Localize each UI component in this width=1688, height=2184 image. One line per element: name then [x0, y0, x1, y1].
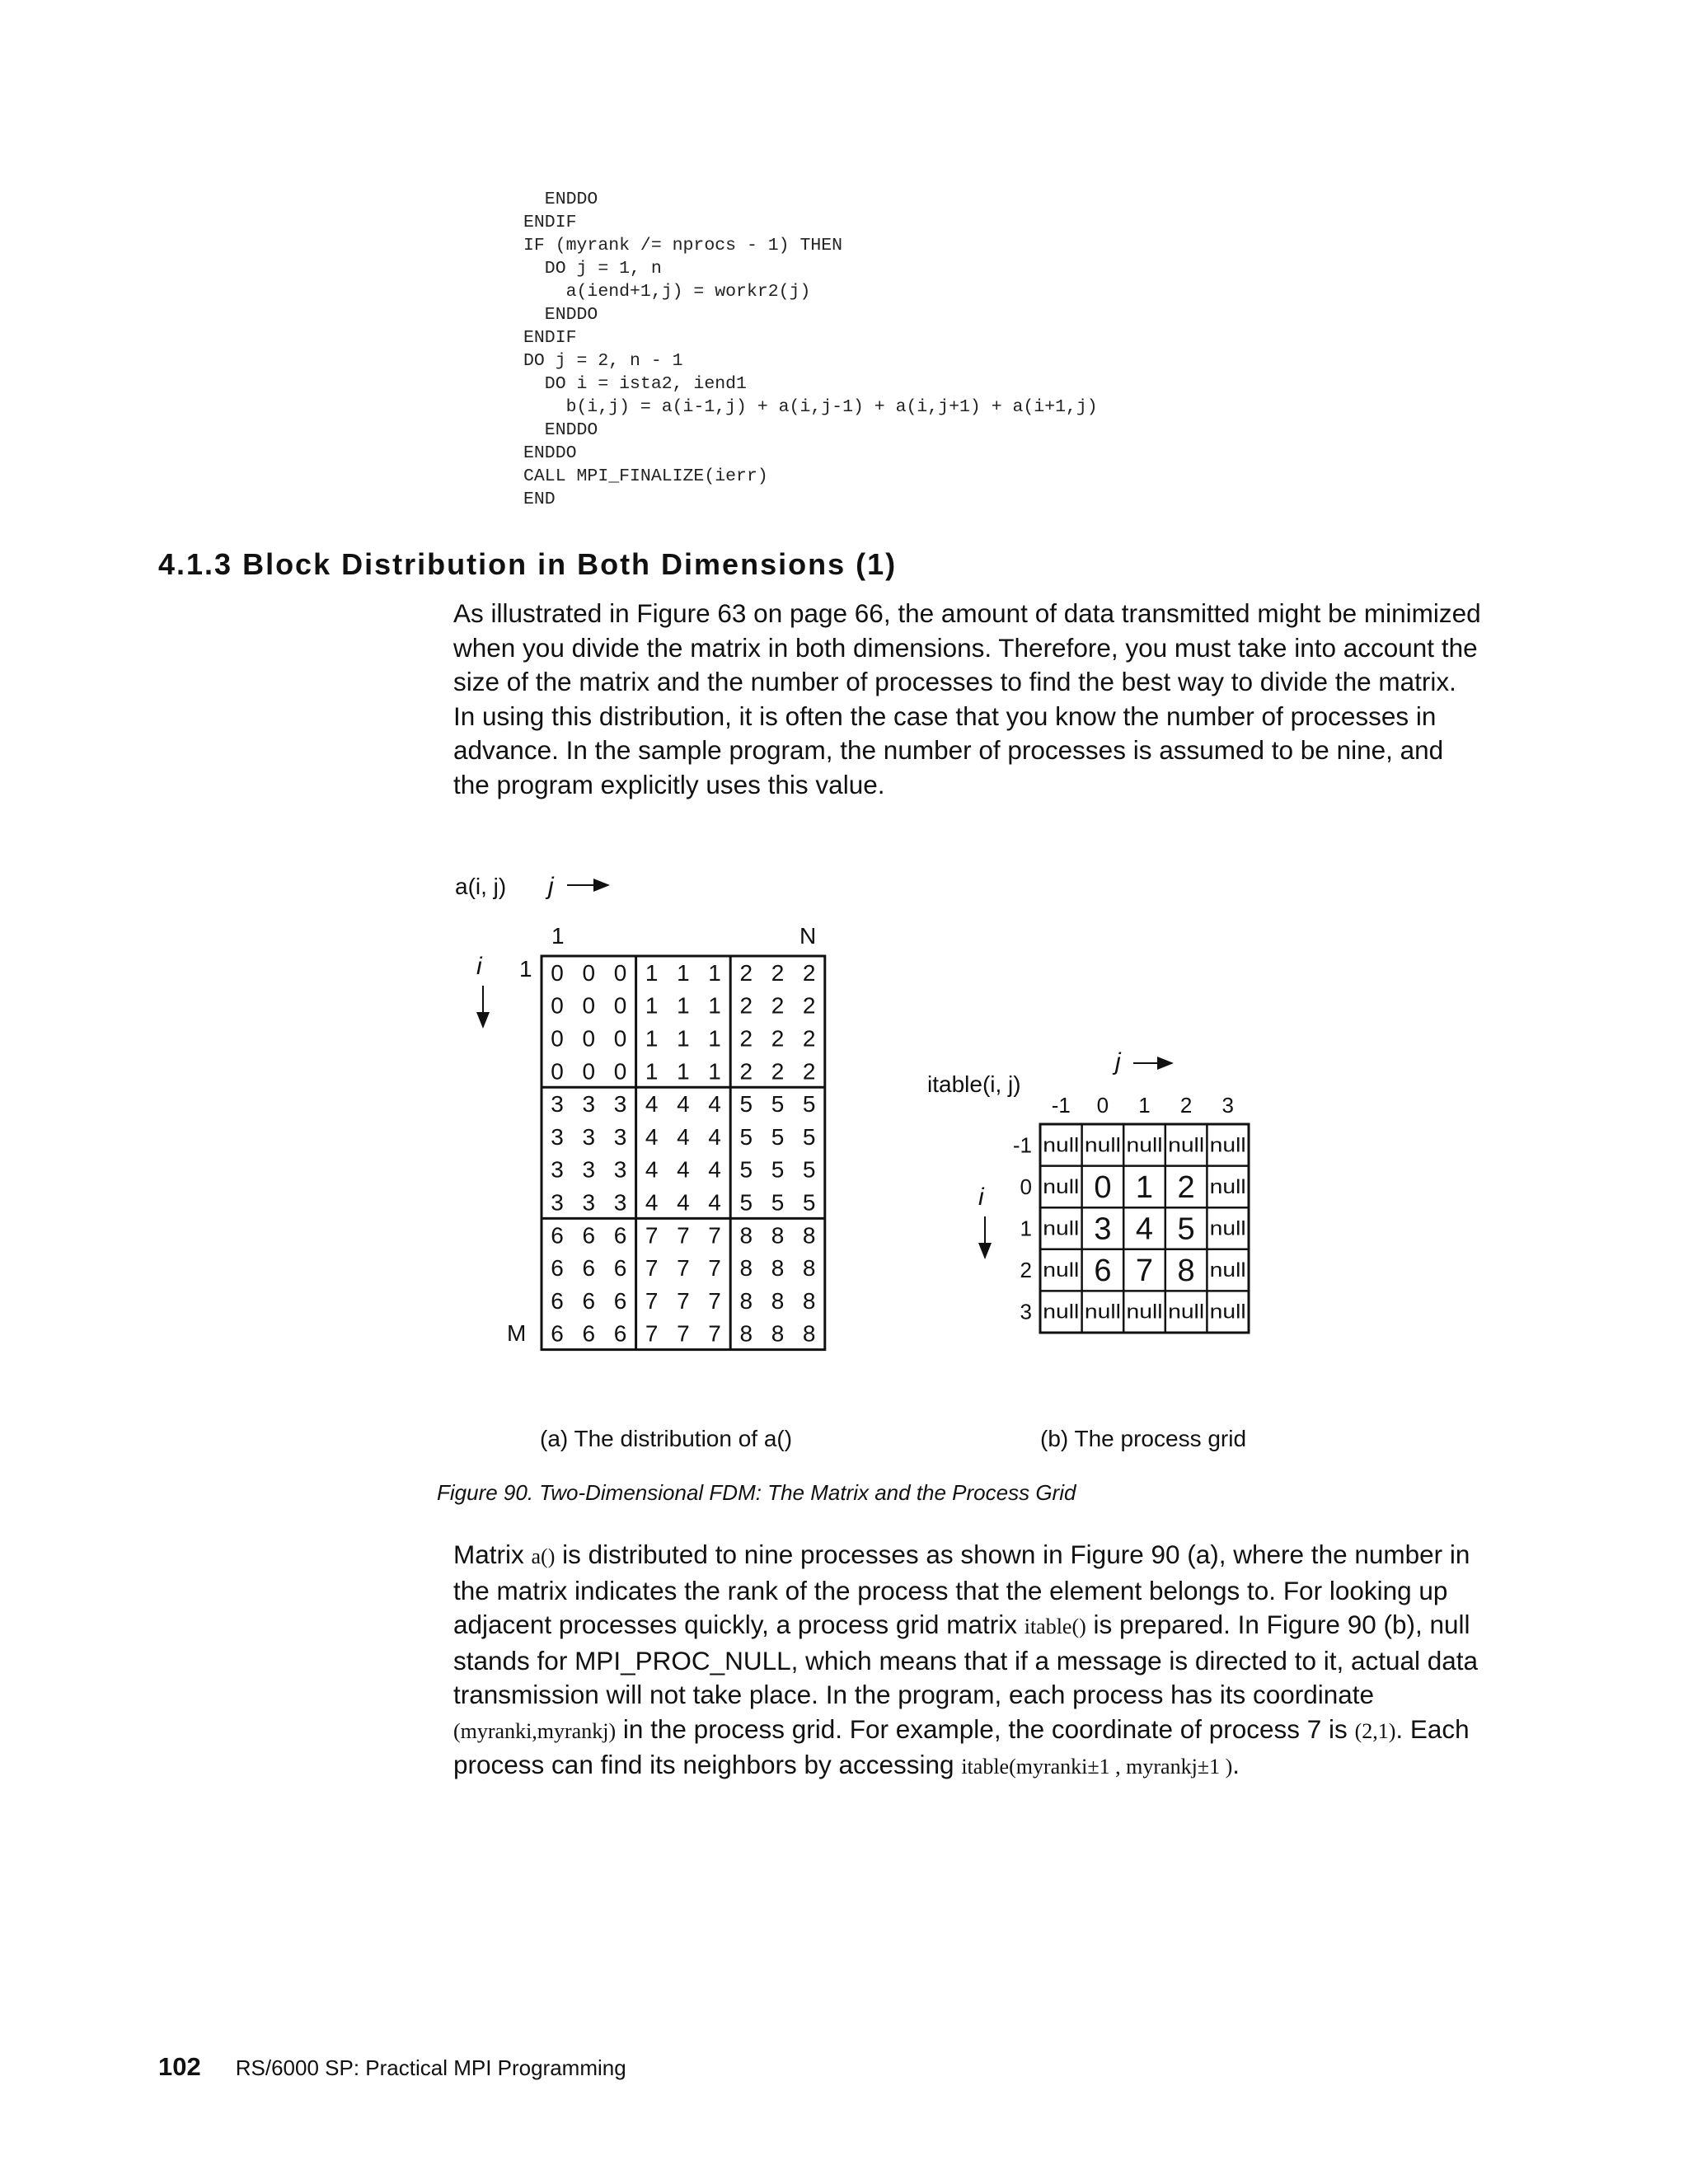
matrix-cell: 4: [645, 1189, 659, 1216]
code-listing: ENDDO ENDIF IF (myrank /= nprocs - 1) THEN DO j = 1, n a(iend+1,j) = workr2(j) ENDDO ENDIF DO j = 2, n - 1 DO i = ista2, iend1 b(i,j) = a(i-1,j) + a(i,j-1) + a(i,j+1) + a(i+1,j) ENDDO ENDDO CALL MPI_FINALIZE(ierr) END: [523, 190, 1098, 509]
matrix-cell: 6: [613, 1222, 627, 1249]
grid-col-header: 0: [1096, 1093, 1109, 1118]
grid-cell: null: [1043, 1217, 1080, 1240]
matrix-row-first: 1: [519, 956, 532, 982]
matrix-cell: 8: [739, 1320, 753, 1347]
grid-j-label: j: [1115, 1048, 1121, 1076]
matrix-cell: 6: [551, 1255, 564, 1282]
intro-paragraph: As illustrated in Figure 63 on page 66, the amount of data transmitted might be minimized when you divide the matrix in both dimensions. Therefore, you must take into account the size of the matrix and the number of processes to find the best way to divide the matrix. In using this distribution, it is often the case that you know the number of processes in advance. In the sample program, the number of processes is assumed to be nine, and the program explicitly uses this value.: [453, 598, 1481, 799]
matrix-cell: 5: [802, 1091, 816, 1118]
matrix-cell: 8: [802, 1222, 816, 1249]
subcaption-b: (b) The process grid: [1040, 1426, 1247, 1451]
matrix-cell: 8: [802, 1255, 816, 1282]
grid-col-header: 1: [1138, 1093, 1151, 1118]
matrix-cell: 2: [739, 1058, 753, 1085]
matrix-cell: 4: [708, 1189, 721, 1216]
matrix-cell: 3: [613, 1123, 627, 1150]
matrix-cell: 1: [708, 959, 721, 986]
matrix-cell: 1: [677, 1025, 690, 1052]
matrix-cell: 4: [677, 1091, 690, 1118]
grid-cell: null: [1043, 1134, 1080, 1157]
matrix-cell: 4: [645, 1123, 659, 1150]
matrix-cell: 3: [551, 1091, 564, 1118]
matrix-cell: 2: [739, 959, 753, 986]
matrix-cell: 4: [708, 1091, 721, 1118]
matrix-cell: 0: [551, 992, 564, 1019]
matrix-cell: 7: [677, 1255, 690, 1282]
grid-cell: null: [1209, 1175, 1246, 1198]
matrix-cell: 1: [708, 1058, 721, 1085]
matrix-cell: 0: [582, 992, 596, 1019]
matrix-cell: 4: [645, 1156, 659, 1183]
inline-code: itable(myranki±1 , myrankj±1 ): [961, 1755, 1233, 1779]
matrix-cell: 2: [802, 1058, 816, 1085]
matrix-cell: 0: [613, 1058, 627, 1085]
matrix-cell: 2: [771, 992, 785, 1019]
grid-cell: null: [1168, 1301, 1205, 1324]
matrix-cell: 6: [613, 1320, 627, 1347]
matrix-cell: 0: [613, 992, 627, 1019]
grid-title: itable(i, j): [927, 1071, 1021, 1097]
grid-cell: null: [1126, 1134, 1163, 1157]
matrix-row-last: M: [507, 1320, 527, 1346]
section-heading: 4.1.3 Block Distribution in Both Dimensions (1): [158, 547, 898, 581]
matrix-cell: 0: [551, 1025, 564, 1052]
matrix-cell: 3: [582, 1189, 596, 1216]
grid-cell: null: [1043, 1259, 1080, 1282]
matrix-title: a(i, j): [455, 874, 507, 899]
text-run: is prepared. In Figure 90 (b), null stands for MPI_PROC_NULL, which means that if a message is directed to it, actual data transmission will not take place. In the program, each process has its coordinate: [453, 1610, 1479, 1709]
grid-cell: 4: [1135, 1212, 1154, 1247]
inline-code: a(): [531, 1544, 556, 1568]
page-footer: [158, 2052, 626, 2082]
matrix-cell: 5: [771, 1091, 785, 1118]
matrix-cell: 1: [708, 1025, 721, 1052]
matrix-cell: 1: [645, 959, 659, 986]
grid-col-header: 3: [1221, 1093, 1234, 1118]
matrix-cell: 3: [613, 1156, 627, 1183]
matrix-cell: 7: [645, 1287, 659, 1314]
matrix-cell: 0: [582, 1025, 596, 1052]
matrix-cell: 1: [677, 992, 690, 1019]
grid-col-header: 2: [1179, 1093, 1193, 1118]
matrix-cell: 6: [582, 1222, 596, 1249]
explanation-paragraph: [453, 1538, 1484, 1784]
matrix-cell: 0: [582, 1058, 596, 1085]
grid-i-label: i: [978, 1183, 984, 1211]
matrix-cell: 3: [613, 1091, 627, 1118]
process-grid: [1013, 1093, 1249, 1333]
matrix-cell: 2: [739, 1025, 753, 1052]
matrix-cell: 7: [677, 1287, 690, 1314]
matrix-cell: 5: [771, 1123, 785, 1150]
matrix-cell: 5: [802, 1123, 816, 1150]
matrix-cell: 3: [551, 1123, 564, 1150]
grid-cell: 8: [1177, 1254, 1195, 1289]
grid-cell: 2: [1177, 1169, 1195, 1205]
matrix-cell: 7: [677, 1222, 690, 1249]
matrix-cell: 6: [582, 1320, 596, 1347]
matrix-cell: 7: [708, 1287, 721, 1314]
matrix-cell: 0: [582, 959, 596, 986]
matrix-cell: 8: [802, 1287, 816, 1314]
matrix-cell: 1: [677, 1058, 690, 1085]
grid-cell: null: [1084, 1134, 1121, 1157]
matrix-cell: 0: [613, 959, 627, 986]
grid-row-header: 0: [1020, 1174, 1032, 1199]
matrix-cell: 5: [771, 1156, 785, 1183]
matrix-cell: 4: [677, 1189, 690, 1216]
matrix-cell: 4: [708, 1156, 721, 1183]
matrix-col-first: 1: [551, 923, 565, 949]
grid-row-header: 2: [1020, 1258, 1032, 1283]
matrix-cell: 3: [551, 1189, 564, 1216]
grid-cell: null: [1043, 1301, 1080, 1324]
matrix-cell: 3: [551, 1156, 564, 1183]
matrix-cell: 5: [802, 1156, 816, 1183]
matrix-cell: 2: [802, 1025, 816, 1052]
grid-cell: null: [1209, 1259, 1246, 1282]
matrix-cell: 0: [551, 959, 564, 986]
matrix-cell: 3: [582, 1156, 596, 1183]
matrix-grid: [542, 956, 825, 1350]
matrix-cell: 7: [645, 1255, 659, 1282]
matrix-cell: 7: [708, 1255, 721, 1282]
matrix-cell: 5: [739, 1091, 753, 1118]
text-run: is distributed to nine processes as shown in Figure 90 (a), where the number in the matrix indicates the rank of the process that the element belongs to. For looking up adjacent processes quickly, a process grid matrix: [453, 1540, 1470, 1639]
matrix-cell: 4: [677, 1156, 690, 1183]
subcaption-a: (a) The distribution of a(): [540, 1426, 793, 1451]
matrix-cell: 6: [613, 1255, 627, 1282]
matrix-cell: 7: [645, 1320, 659, 1347]
grid-cell: null: [1126, 1301, 1163, 1324]
matrix-cell: 8: [771, 1320, 785, 1347]
grid-cell: null: [1168, 1134, 1205, 1157]
matrix-cell: 2: [771, 959, 785, 986]
matrix-cell: 7: [645, 1222, 659, 1249]
matrix-cell: 6: [613, 1287, 627, 1314]
matrix-cell: 2: [802, 992, 816, 1019]
page-number: 102: [158, 2052, 201, 2081]
matrix-cell: 4: [645, 1091, 659, 1118]
grid-cell: null: [1043, 1175, 1080, 1198]
matrix-cell: 8: [771, 1222, 785, 1249]
matrix-cell: 1: [677, 959, 690, 986]
grid-cell: null: [1084, 1301, 1121, 1324]
grid-cell: 6: [1094, 1254, 1112, 1289]
grid-row-header: 1: [1020, 1216, 1032, 1241]
grid-cell: null: [1209, 1217, 1246, 1240]
grid-col-header: -1: [1051, 1093, 1071, 1118]
matrix-cell: 1: [645, 992, 659, 1019]
grid-row-header: 3: [1020, 1299, 1032, 1324]
matrix-col-last: N: [799, 923, 817, 949]
matrix-cell: 6: [551, 1287, 564, 1314]
text-run: in the process grid. For example, the coordinate of process 7 is: [616, 1713, 1355, 1744]
inline-code: itable(): [1024, 1615, 1086, 1638]
matrix-cell: 8: [771, 1287, 785, 1314]
grid-cell: 1: [1135, 1169, 1154, 1205]
matrix-cell: 8: [739, 1255, 753, 1282]
grid-cell: null: [1209, 1301, 1246, 1324]
inline-code: (2,1): [1354, 1718, 1396, 1743]
figure-caption: Figure 90. Two-Dimensional FDM: The Matrix and the Process Grid: [437, 1480, 1076, 1505]
matrix-cell: 6: [551, 1222, 564, 1249]
grid-cell: 5: [1177, 1212, 1195, 1247]
matrix-cell: 1: [708, 992, 721, 1019]
matrix-cell: 7: [708, 1222, 721, 1249]
matrix-cell: 2: [739, 992, 753, 1019]
matrix-cell: 4: [677, 1123, 690, 1150]
grid-cell: null: [1209, 1134, 1246, 1157]
matrix-cell: 6: [582, 1287, 596, 1314]
matrix-cell: 7: [708, 1320, 721, 1347]
matrix-cell: 3: [582, 1091, 596, 1118]
matrix-cell: 0: [551, 1058, 564, 1085]
matrix-cell: 6: [551, 1320, 564, 1347]
matrix-cell: 5: [739, 1189, 753, 1216]
matrix-cell: 0: [613, 1025, 627, 1052]
text-run: . Each process can find its neighbors by accessing: [453, 1713, 1470, 1779]
matrix-cell: 7: [677, 1320, 690, 1347]
matrix-cell: 3: [582, 1123, 596, 1150]
matrix-cell: 1: [645, 1025, 659, 1052]
matrix-j-label: j: [548, 873, 554, 900]
matrix-i-label: i: [476, 953, 482, 980]
inline-code: (myranki,myrankj): [453, 1718, 617, 1743]
matrix-cell: 5: [802, 1189, 816, 1216]
matrix-cell: 5: [739, 1156, 753, 1183]
matrix-cell: 8: [802, 1320, 816, 1347]
matrix-cell: 4: [708, 1123, 721, 1150]
matrix-cell: 6: [582, 1255, 596, 1282]
matrix-cell: 8: [739, 1222, 753, 1249]
grid-row-header: -1: [1012, 1132, 1032, 1158]
matrix-cell: 1: [645, 1058, 659, 1085]
grid-cell: 7: [1135, 1254, 1154, 1289]
book-title: RS/6000 SP: Practical MPI Programming: [235, 2055, 626, 2080]
matrix-cell: 2: [802, 959, 816, 986]
matrix-cell: 3: [613, 1189, 627, 1216]
text-run: Matrix: [453, 1540, 532, 1569]
matrix-cell: 5: [739, 1123, 753, 1150]
matrix-cell: 2: [771, 1058, 785, 1085]
matrix-cell: 8: [739, 1287, 753, 1314]
matrix-cell: 8: [771, 1255, 785, 1282]
grid-cell: 0: [1094, 1169, 1112, 1205]
matrix-cell: 5: [771, 1189, 785, 1216]
grid-cell: 3: [1094, 1212, 1112, 1247]
text-run: .: [1232, 1750, 1240, 1779]
matrix-cell: 2: [771, 1025, 785, 1052]
